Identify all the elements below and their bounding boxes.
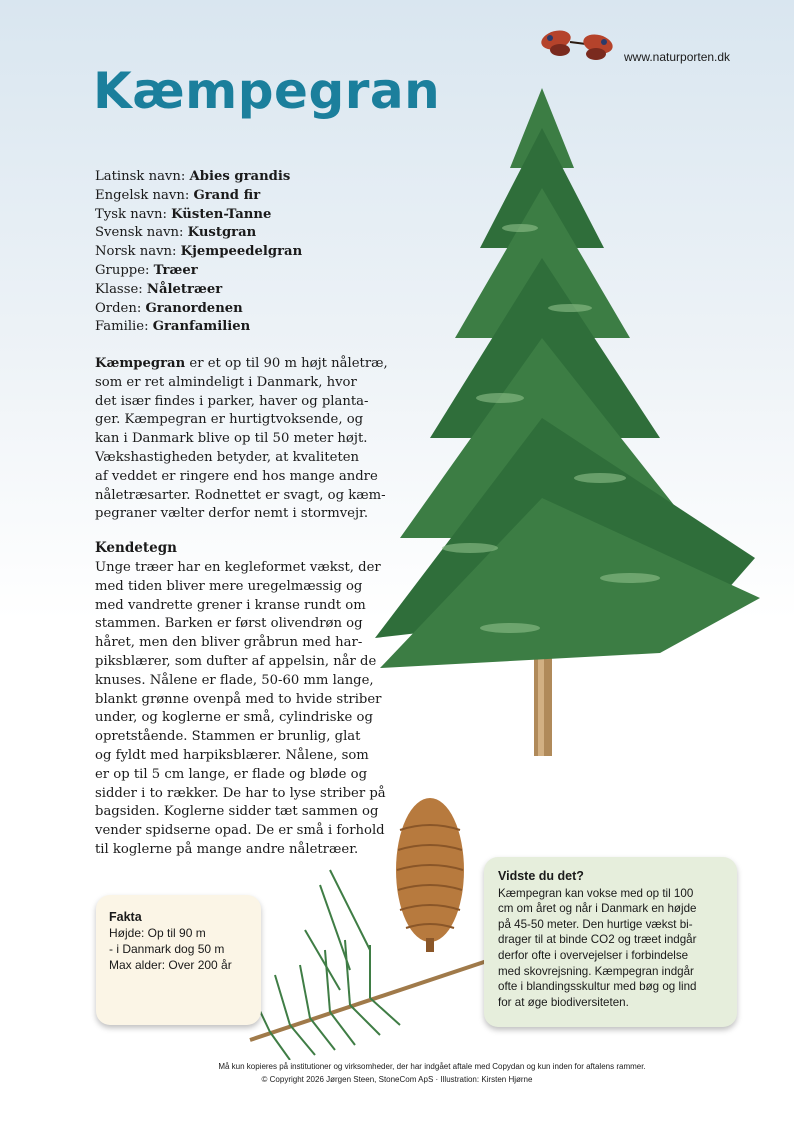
vidste-du-det-box: Vidste du det? Kæmpegran kan vokse med op til 100 cm om året og når i Danmark en højde på 45-50 meter. Den hurtige vækst bi- drager til at binde CO2 og træet indgår derfor ofte i overvejelser i forbindelse med skovrejsning. Kæmpegran indgår ofte i blandingsskultur med bøg og lind for at øge biodiversiteten. bbox=[484, 857, 737, 1027]
footer bbox=[0, 1060, 794, 1086]
copyright-notice: Må kun kopieres på institutioner og virksomheder, der har indgået aftale med Copydan og kun inden for aftalens rammer. bbox=[218, 1062, 646, 1071]
copyright-line: © Copyright 2026 Jørgen Steen, StoneCom ApS · Illustration: Kirsten Hjørne bbox=[261, 1075, 533, 1084]
fakta-heading: Fakta bbox=[109, 910, 142, 924]
name-row: Norsk navn: Kjempeedelgran bbox=[95, 244, 303, 260]
intro-paragraph: Kæmpegran er et op til 90 m højt nåletræ, som er ret almindeligt i Danmark, hvor det især findes i parker, haver og planta- ger. Kæmpegran er hurtigtvoksende, og kan i Danmark blive op til 50 meter højt. Vækshastigheden betyder, at kvaliteten af veddet er ringere end hos mange andre nåletræsarter. Rodnettet er svagt, og kæm- pegraner vælter derfor nemt i stormvejr. bbox=[95, 356, 388, 522]
fir-tree-illustration bbox=[360, 78, 780, 768]
name-row: Gruppe: Træer bbox=[95, 262, 198, 278]
name-row: Familie: Granfamilien bbox=[95, 319, 251, 335]
fakta-line: - i Danmark dog 50 m bbox=[109, 942, 225, 956]
name-row: Tysk navn: Küsten-Tanne bbox=[95, 206, 272, 222]
name-row: Svensk navn: Kustgran bbox=[95, 225, 257, 241]
site-url[interactable]: www.naturporten.dk bbox=[624, 50, 731, 64]
name-row: Orden: Granordenen bbox=[95, 300, 243, 316]
page-title: Kæmpegran bbox=[93, 62, 441, 120]
name-row: Klasse: Nåletræer bbox=[95, 281, 223, 297]
butterfly-icon bbox=[540, 26, 620, 66]
species-names bbox=[95, 168, 302, 337]
kendetegn-heading: Kendetegn bbox=[95, 540, 177, 556]
cone-branch-illustration bbox=[230, 770, 510, 1060]
name-row: Latinsk navn: Abies grandis bbox=[95, 169, 291, 184]
kendetegn-paragraph: Unge træer har en kegleformet vækst, der med tiden bliver mere uregelmæssig og med vandrette grener i kranse rundt om stammen. Barken er først olivendrøn og håret, men den bliver gråbrun med har- piksblærer, som dufter af appelsin, når de knuses. Nålene er flade, 50-60 mm lange, blankt grønne ovenpå med to hvide striber under, og koglerne er små, cylindriske og opretstående. Stammen er brunlig, glat og fyldt med harpiksblærer. Nålene, som er op til 5 cm lange, er flade og bløde og sidder i to rækker. De har to lyse striber på bagsiden. Koglerne sidder tæt sammen og vender spidserne opad. De er små i forhold til koglerne på mange andre nåletræer. bbox=[95, 560, 386, 857]
name-row: Engelsk navn: Grand fir bbox=[95, 187, 261, 203]
fakta-box bbox=[96, 895, 261, 1025]
vidste-heading: Vidste du det? bbox=[498, 869, 584, 883]
fakta-line: Max alder: Over 200 år bbox=[109, 958, 232, 972]
fakta-line: Højde: Op til 90 m bbox=[109, 926, 206, 940]
